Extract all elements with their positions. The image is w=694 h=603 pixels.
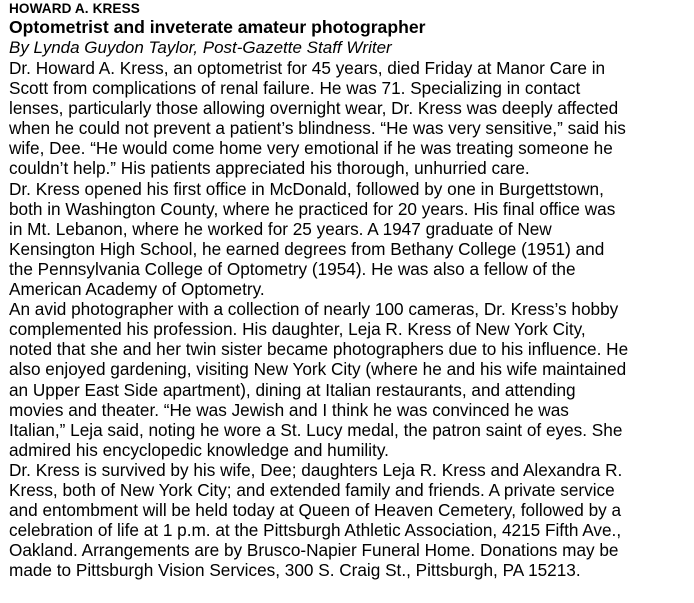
- text-line: Scott from complications of renal failure. He was 71. Specializing in contact: [9, 78, 581, 99]
- obituary-article: [9, 0, 689, 580]
- text-line: complemented his profession. His daughter, Leja R. Kress of New York City,: [9, 319, 586, 340]
- paragraph-2: [9, 179, 689, 300]
- text-line: in Mt. Lebanon, where he worked for 25 years. A 1947 graduate of New: [9, 218, 552, 239]
- text-line: couldn’t help.” His patients appreciated his thorough, unhurried care.: [9, 158, 530, 179]
- headline: Optometrist and inveterate amateur photographer: [9, 17, 426, 37]
- byline: By Lynda Guydon Taylor, Post-Gazette Staff Writer: [9, 38, 392, 57]
- text-line: Oakland. Arrangements are by Brusco-Napier Funeral Home. Donations may be: [9, 540, 619, 561]
- text-line: and entombment will be held today at Queen of Heaven Cemetery, followed by a: [9, 500, 622, 521]
- text-line: wife, Dee. “He would come home very emotional if he was treating someone he: [9, 138, 613, 159]
- text-line: lenses, particularly those allowing overnight wear, Dr. Kress was deeply affected: [9, 98, 619, 119]
- text-line: when he could not prevent a patient’s blindness. “He was very sensitive,” said his: [9, 118, 626, 139]
- text-line: Kress, both of New York City; and extended family and friends. A private service: [9, 479, 615, 500]
- text-line: an Upper East Side apartment), dining at Italian restaurants, and attending: [9, 379, 576, 400]
- text-line: Dr. Howard A. Kress, an optometrist for 45 years, died Friday at Manor Care in: [9, 58, 606, 78]
- text-line: noted that she and her twin sister became photographers due to his influence. He: [9, 339, 629, 360]
- paragraph-1: [9, 58, 689, 179]
- text-line: celebration of life at 1 p.m. at the Pittsburgh Athletic Association, 4215 Fifth Ave.,: [9, 520, 622, 541]
- paragraph-3: [9, 299, 689, 460]
- text-line: American Academy of Optometry.: [9, 279, 265, 300]
- text-line: An avid photographer with a collection of nearly 100 cameras, Dr. Kress’s hobby: [9, 299, 619, 320]
- text-line: Italian,” Leja said, noting he wore a St. Lucy medal, the patron saint of eyes. She: [9, 419, 623, 440]
- text-line: also enjoyed gardening, visiting New York City (where he and his wife maintained: [9, 359, 627, 380]
- text-line: both in Washington County, where he practiced for 20 years. His final office was: [9, 198, 616, 219]
- text-line: Dr. Kress is survived by his wife, Dee; daughters Leja R. Kress and Alexandra R.: [9, 459, 623, 480]
- text-line: the Pennsylvania College of Optometry (1954). He was also a fellow of the: [9, 258, 576, 279]
- person-name: HOWARD A. KRESS: [9, 1, 140, 16]
- paragraph-4: [9, 460, 689, 581]
- text-line: Kensington High School, he earned degrees from Bethany College (1951) and: [9, 238, 605, 259]
- text-line: made to Pittsburgh Vision Services, 300 S. Craig St., Pittsburgh, PA 15213.: [9, 560, 581, 581]
- text-line: Dr. Kress opened his first office in McDonald, followed by one in Burgettstown,: [9, 178, 604, 199]
- text-line: movies and theater. “He was Jewish and I think he was convinced he was: [9, 399, 569, 420]
- text-line: admired his encyclopedic knowledge and humility.: [9, 439, 389, 460]
